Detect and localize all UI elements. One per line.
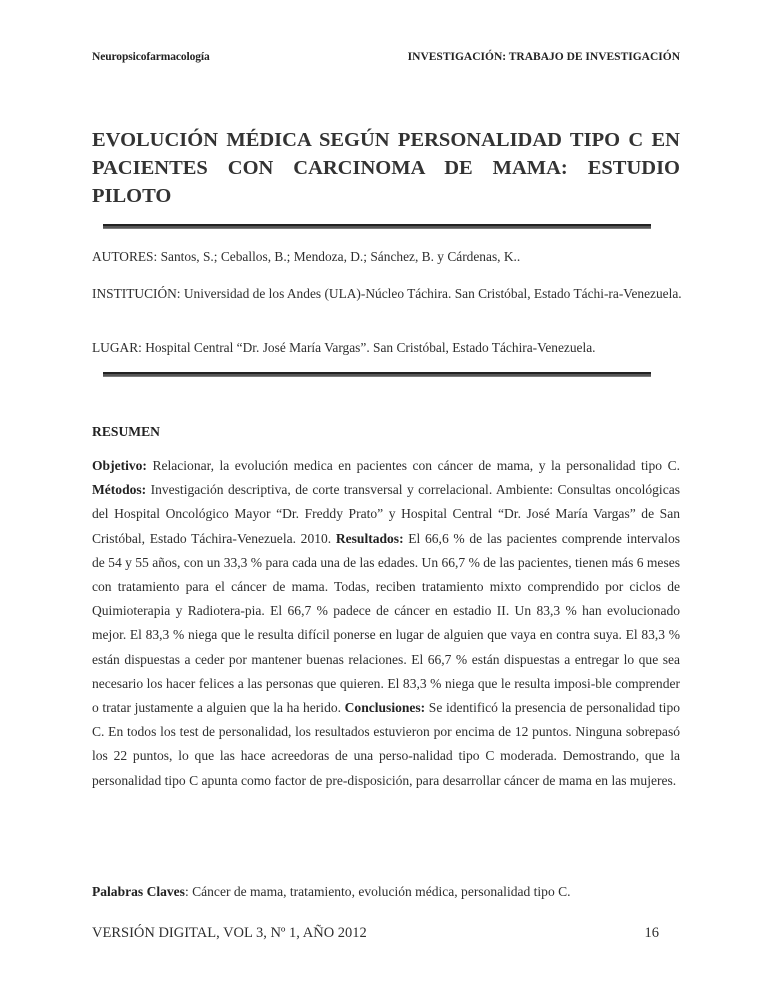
conclusions-label: Conclusiones: [344, 700, 426, 716]
results-label: Resultados: [335, 530, 404, 546]
title-line: PACIENTES CON CARCINOMA DE MAMA: ESTUDIO [92, 157, 680, 179]
place-line: LUGAR: Hospital Central “Dr. José María Vargas”. San Cristóbal, Estado Táchira-Venezuela. [92, 340, 596, 355]
page-footer [92, 925, 659, 942]
abstract-body [92, 454, 680, 793]
title-line: EVOLUCIÓN MÉDICA SEGÚN PERSONALIDAD TIPO C EN [92, 129, 680, 151]
authors-line: AUTORES: Santos, S.; Ceballos, B.; Mendoza, D.; Sánchez, B. y Cárdenas, K.. [92, 249, 521, 264]
section-label: INVESTIGACIÓN: TRABAJO DE INVESTIGACIÓN [407, 51, 680, 63]
conclusions-text: Se identificó la presencia de personalidad tipo C. En todos los test de personalidad, los resultados estuvieron por encima de 12 puntos. Ninguna sobrepasó los 22 puntos, lo que las hace acreedoras de una perso-nalidad tipo C moderada. Demostrando, que la personalidad tipo C apunta como factor de pre-disposición, para desarrollar cáncer de mama en las mujeres. [92, 700, 680, 788]
keywords-label: Palabras Claves [92, 884, 185, 899]
institution-line: INSTITUCIÓN: Universidad de los Andes (ULA)-Núcleo Táchira. San Cristóbal, Estado Táchi-ra-Venezuela. [92, 286, 682, 301]
objective-label: Objetivo: [92, 458, 147, 473]
page-number: 16 [644, 925, 659, 941]
journal-name: Neuropsicofarmacología [92, 51, 210, 63]
keywords-text: : Cáncer de mama, tratamiento, evolución médica, personalidad tipo C. [184, 884, 571, 899]
abstract-heading: RESUMEN [92, 424, 160, 439]
divider-bottom [103, 372, 651, 377]
keywords [92, 884, 680, 900]
divider-top [103, 224, 651, 229]
objective-text: Relacionar, la evolución medica en pacientes con cáncer de mama, y la personalidad tipo C. [146, 458, 680, 473]
edition-info: VERSIÓN DIGITAL, VOL 3, Nº 1, AÑO 2012 [92, 925, 367, 941]
running-header [92, 51, 680, 63]
results-text: El 66,6 % de las pacientes comprende intervalos de 54 y 55 años, con un 33,3 % para cada una de las edades. Un 66,7 % de las pacientes, tienen más 6 meses con tratamiento para el cáncer de mama. Todas, reciben tratamiento mixto comprendido por ciclos de Quimioterapia y Radiotera-pia. El 66,7 % padece de cáncer en estadio II. Un 83,3 % han evolucionado mejor. El 83,3 % niega que le resulta difícil ponerse en lugar de alguien que vaya en contra suya. El 83,3 % están dispuestas a ceder por mantener buenas relaciones. El 66,7 % están dispuestas a entregar lo que sea necesario los hacer felices a las personas que quieren. El 83,3 % niega que le resulta imposi-ble comprender o tratar justamente a alguien que la ha herido. [92, 530, 680, 716]
methods-label: Métodos: [92, 482, 147, 498]
title-line: PILOTO [92, 185, 172, 207]
methods-text: Investigación descriptiva, de corte transversal y correlacional. Ambiente: Consultas oncológicas del Hospital Oncológico Mayor “Dr. Freddy Prato” y Hospital Central “Dr. José María Vargas” de San Cristóbal, Estado Táchira-Venezuela. 2010. [92, 482, 680, 546]
article-title [92, 126, 680, 210]
